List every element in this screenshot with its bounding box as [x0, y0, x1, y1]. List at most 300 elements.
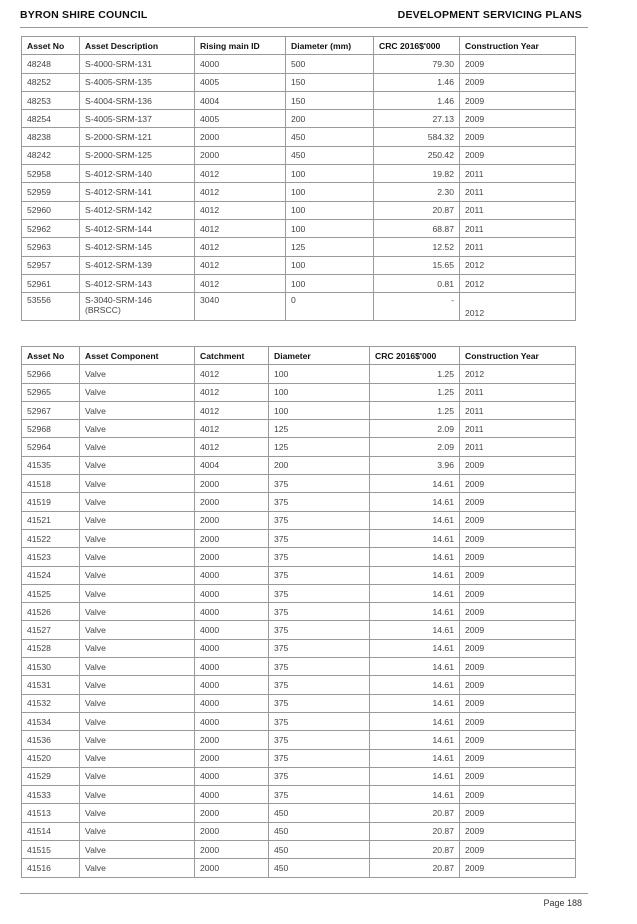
cell-asset-no: 41533	[22, 786, 80, 804]
cell-asset-no: 41526	[22, 603, 80, 621]
cell-description: Valve	[80, 749, 195, 767]
cell-col-3: 4005	[195, 110, 286, 128]
cell-construction-year: 2009	[460, 511, 576, 529]
cell-asset-no: 41528	[22, 639, 80, 657]
cell-col-3: 2000	[195, 822, 269, 840]
cell-asset-no: 52961	[22, 274, 80, 292]
cell-col-4: 200	[269, 456, 370, 474]
cell-col-3: 2000	[195, 749, 269, 767]
cell-col-4: 200	[286, 110, 374, 128]
table-row	[22, 767, 576, 785]
cell-asset-no: 41518	[22, 475, 80, 493]
cell-col-4: 100	[286, 165, 374, 183]
cell-construction-year: 2011	[460, 401, 576, 419]
table-row	[22, 841, 576, 859]
cell-description: Valve	[80, 603, 195, 621]
cell-description: Valve	[80, 822, 195, 840]
cell-construction-year: 2011	[460, 420, 576, 438]
table-row	[22, 548, 576, 566]
table-row	[22, 274, 576, 292]
column-header-description: Asset Component	[80, 347, 195, 365]
cell-construction-year: 2011	[460, 383, 576, 401]
cell-col-3: 2000	[195, 859, 269, 877]
table-row	[22, 91, 576, 109]
cell-crc: 3.96	[370, 456, 460, 474]
cell-description: S-2000-SRM-125	[80, 146, 195, 164]
table-row	[22, 55, 576, 73]
cell-description: S-4004-SRM-136	[80, 91, 195, 109]
column-header-construction-year: Construction Year	[460, 347, 576, 365]
cell-crc: 79.30	[374, 55, 460, 73]
document-title: DEVELOPMENT SERVICING PLANS	[397, 9, 582, 21]
table-row	[22, 584, 576, 602]
table-row	[22, 676, 576, 694]
cell-description: Valve	[80, 639, 195, 657]
table-row	[22, 566, 576, 584]
cell-asset-no: 52960	[22, 201, 80, 219]
cell-description: Valve	[80, 676, 195, 694]
cell-crc: 2.09	[370, 438, 460, 456]
cell-construction-year: 2012	[460, 293, 576, 321]
cell-col-3: 2000	[195, 475, 269, 493]
cell-col-3: 4000	[195, 694, 269, 712]
cell-construction-year: 2012	[460, 274, 576, 292]
cell-col-4: 375	[269, 548, 370, 566]
cell-description: Valve	[80, 712, 195, 730]
cell-asset-no: 41522	[22, 529, 80, 547]
cell-crc: 14.61	[370, 658, 460, 676]
cell-construction-year: 2009	[460, 146, 576, 164]
cell-description: S-4012-SRM-139	[80, 256, 195, 274]
cell-construction-year: 2009	[460, 493, 576, 511]
cell-col-4: 375	[269, 566, 370, 584]
cell-col-3: 4005	[195, 73, 286, 91]
footer-divider	[20, 893, 588, 894]
cell-crc: 20.87	[370, 804, 460, 822]
table-row	[22, 822, 576, 840]
cell-col-4: 375	[269, 749, 370, 767]
cell-col-3: 4000	[195, 676, 269, 694]
cell-crc: 20.87	[370, 841, 460, 859]
cell-col-3: 4012	[195, 274, 286, 292]
cell-col-3: 2000	[195, 841, 269, 859]
cell-description: Valve	[80, 694, 195, 712]
cell-col-4: 375	[269, 731, 370, 749]
cell-col-3: 4012	[195, 165, 286, 183]
cell-crc: -	[374, 293, 460, 321]
cell-crc: 14.61	[370, 493, 460, 511]
column-header-col-4: Diameter	[269, 347, 370, 365]
cell-col-4: 375	[269, 621, 370, 639]
cell-asset-no: 41527	[22, 621, 80, 639]
cell-description: S-2000-SRM-121	[80, 128, 195, 146]
cell-crc: 14.61	[370, 529, 460, 547]
table-row	[22, 128, 576, 146]
cell-construction-year: 2009	[460, 456, 576, 474]
cell-description: Valve	[80, 786, 195, 804]
cell-col-3: 4000	[195, 55, 286, 73]
council-name: BYRON SHIRE COUNCIL	[20, 9, 148, 21]
cell-description: Valve	[80, 420, 195, 438]
cell-crc: 15.65	[374, 256, 460, 274]
cell-col-4: 375	[269, 658, 370, 676]
cell-asset-no: 41519	[22, 493, 80, 511]
cell-col-3: 4012	[195, 365, 269, 383]
cell-col-3: 4012	[195, 201, 286, 219]
cell-construction-year: 2011	[460, 219, 576, 237]
cell-col-4: 450	[286, 128, 374, 146]
cell-col-3: 4000	[195, 639, 269, 657]
cell-construction-year: 2009	[460, 767, 576, 785]
cell-crc: 14.61	[370, 603, 460, 621]
cell-col-4: 125	[286, 238, 374, 256]
table-row	[22, 475, 576, 493]
table-row	[22, 694, 576, 712]
cell-asset-no: 41532	[22, 694, 80, 712]
rising-main-header-row	[22, 37, 576, 55]
cell-description: S-4012-SRM-142	[80, 201, 195, 219]
table-row	[22, 420, 576, 438]
cell-crc: 14.61	[370, 511, 460, 529]
cell-asset-no: 48238	[22, 128, 80, 146]
cell-col-3: 4012	[195, 238, 286, 256]
cell-description: Valve	[80, 548, 195, 566]
cell-col-4: 375	[269, 786, 370, 804]
cell-description: Valve	[80, 731, 195, 749]
cell-crc: 14.61	[370, 584, 460, 602]
cell-col-4: 375	[269, 475, 370, 493]
cell-construction-year: 2009	[460, 603, 576, 621]
cell-asset-no: 52966	[22, 365, 80, 383]
cell-description: S-4012-SRM-140	[80, 165, 195, 183]
cell-construction-year: 2009	[460, 548, 576, 566]
cell-description: Valve	[80, 767, 195, 785]
cell-asset-no: 41514	[22, 822, 80, 840]
cell-asset-no: 41520	[22, 749, 80, 767]
cell-asset-no: 41516	[22, 859, 80, 877]
cell-col-3: 4000	[195, 584, 269, 602]
table-row	[22, 712, 576, 730]
table-row	[22, 786, 576, 804]
cell-col-4: 450	[269, 804, 370, 822]
cell-crc: 14.61	[370, 566, 460, 584]
column-header-construction-year: Construction Year	[460, 37, 576, 55]
cell-asset-no: 41515	[22, 841, 80, 859]
cell-construction-year: 2011	[460, 238, 576, 256]
cell-asset-no: 48248	[22, 55, 80, 73]
cell-asset-no: 52968	[22, 420, 80, 438]
cell-col-3: 4012	[195, 256, 286, 274]
cell-description: Valve	[80, 401, 195, 419]
cell-description: S-4012-SRM-145	[80, 238, 195, 256]
cell-col-3: 4000	[195, 566, 269, 584]
table-row	[22, 639, 576, 657]
valve-table	[21, 346, 576, 878]
cell-col-4: 375	[269, 712, 370, 730]
cell-col-4: 100	[286, 219, 374, 237]
column-header-crc: CRC 2016$'000	[370, 347, 460, 365]
cell-crc: 14.61	[370, 712, 460, 730]
rising-main-last-row	[22, 293, 576, 321]
cell-col-3: 2000	[195, 128, 286, 146]
cell-construction-year: 2009	[460, 712, 576, 730]
cell-description: S-4012-SRM-143	[80, 274, 195, 292]
column-header-description: Asset Description	[80, 37, 195, 55]
cell-asset-no: 41521	[22, 511, 80, 529]
cell-construction-year: 2009	[460, 91, 576, 109]
cell-description: Valve	[80, 841, 195, 859]
cell-description: Valve	[80, 493, 195, 511]
cell-crc: 0.81	[374, 274, 460, 292]
cell-description: Valve	[80, 475, 195, 493]
table-row	[22, 201, 576, 219]
cell-col-4: 450	[269, 859, 370, 877]
cell-crc: 14.61	[370, 621, 460, 639]
cell-col-3: 2000	[195, 804, 269, 822]
cell-col-3: 4012	[195, 219, 286, 237]
cell-col-4: 125	[269, 420, 370, 438]
cell-col-4: 375	[269, 676, 370, 694]
cell-col-4: 100	[286, 183, 374, 201]
cell-crc: 14.61	[370, 731, 460, 749]
table-row	[22, 529, 576, 547]
rising-main-table	[21, 36, 576, 321]
cell-construction-year: 2009	[460, 639, 576, 657]
table-row	[22, 110, 576, 128]
cell-asset-no: 52964	[22, 438, 80, 456]
cell-asset-no: 48252	[22, 73, 80, 91]
cell-asset-no: 52963	[22, 238, 80, 256]
cell-crc: 14.61	[370, 786, 460, 804]
cell-construction-year: 2009	[460, 822, 576, 840]
cell-asset-no: 48253	[22, 91, 80, 109]
cell-col-3: 4012	[195, 183, 286, 201]
table-row	[22, 511, 576, 529]
cell-asset-no: 41529	[22, 767, 80, 785]
cell-construction-year: 2009	[460, 859, 576, 877]
cell-rising-main-id: 3040	[195, 293, 286, 321]
cell-description: Valve	[80, 584, 195, 602]
cell-crc: 14.61	[370, 475, 460, 493]
cell-col-4: 375	[269, 639, 370, 657]
cell-asset-no: 48254	[22, 110, 80, 128]
table-row	[22, 493, 576, 511]
cell-col-4: 375	[269, 493, 370, 511]
cell-description: Valve	[80, 511, 195, 529]
cell-construction-year: 2012	[460, 256, 576, 274]
cell-col-4: 100	[269, 365, 370, 383]
cell-asset-no: 41523	[22, 548, 80, 566]
cell-col-4: 500	[286, 55, 374, 73]
cell-asset-no: 52965	[22, 383, 80, 401]
cell-construction-year: 2011	[460, 438, 576, 456]
cell-col-4: 375	[269, 529, 370, 547]
cell-asset-no: 52962	[22, 219, 80, 237]
cell-description: S-4012-SRM-144	[80, 219, 195, 237]
cell-construction-year: 2011	[460, 165, 576, 183]
cell-col-3: 2000	[195, 529, 269, 547]
cell-asset-no: 53556	[22, 293, 80, 321]
cell-crc: 20.87	[370, 859, 460, 877]
cell-asset-no: 41530	[22, 658, 80, 676]
cell-col-3: 4012	[195, 383, 269, 401]
cell-construction-year: 2009	[460, 621, 576, 639]
cell-asset-no: 52957	[22, 256, 80, 274]
cell-col-3: 4000	[195, 603, 269, 621]
cell-crc: 14.61	[370, 676, 460, 694]
table-row	[22, 219, 576, 237]
cell-crc: 2.09	[370, 420, 460, 438]
table-row	[22, 383, 576, 401]
cell-col-3: 4012	[195, 420, 269, 438]
cell-description: S-4005-SRM-137	[80, 110, 195, 128]
cell-crc: 20.87	[374, 201, 460, 219]
cell-crc: 584.32	[374, 128, 460, 146]
cell-col-3: 4000	[195, 767, 269, 785]
column-header-asset-no: Asset No	[22, 37, 80, 55]
cell-construction-year: 2009	[460, 804, 576, 822]
cell-col-3: 2000	[195, 146, 286, 164]
cell-col-4: 150	[286, 91, 374, 109]
column-header-col-3: Rising main ID	[195, 37, 286, 55]
table-row	[22, 238, 576, 256]
table-row	[22, 804, 576, 822]
cell-col-4: 450	[269, 841, 370, 859]
cell-description: Valve	[80, 438, 195, 456]
cell-crc: 1.25	[370, 383, 460, 401]
cell-description: Valve	[80, 658, 195, 676]
cell-asset-no: 41536	[22, 731, 80, 749]
cell-crc: 14.61	[370, 548, 460, 566]
column-header-col-4: Diameter (mm)	[286, 37, 374, 55]
cell-col-4: 375	[269, 694, 370, 712]
cell-diameter: 0	[286, 293, 374, 321]
column-header-crc: CRC 2016$'000	[374, 37, 460, 55]
cell-col-3: 4000	[195, 621, 269, 639]
cell-asset-no: 48242	[22, 146, 80, 164]
cell-asset-no: 52967	[22, 401, 80, 419]
cell-asset-no: 41525	[22, 584, 80, 602]
cell-description: Valve	[80, 456, 195, 474]
cell-crc: 1.46	[374, 91, 460, 109]
cell-crc: 250.42	[374, 146, 460, 164]
table-row	[22, 621, 576, 639]
cell-col-3: 2000	[195, 731, 269, 749]
cell-asset-no: 41535	[22, 456, 80, 474]
cell-col-3: 2000	[195, 511, 269, 529]
header-divider	[20, 27, 588, 28]
cell-description: Valve	[80, 566, 195, 584]
cell-crc: 14.61	[370, 694, 460, 712]
cell-col-3: 4012	[195, 401, 269, 419]
table-row	[22, 438, 576, 456]
table-row	[22, 73, 576, 91]
cell-description: Valve	[80, 621, 195, 639]
cell-construction-year: 2009	[460, 584, 576, 602]
cell-construction-year: 2012	[460, 365, 576, 383]
cell-construction-year: 2009	[460, 676, 576, 694]
cell-construction-year: 2009	[460, 73, 576, 91]
table-row	[22, 731, 576, 749]
column-header-asset-no: Asset No	[22, 347, 80, 365]
cell-col-4: 375	[269, 511, 370, 529]
cell-crc: 1.25	[370, 365, 460, 383]
cell-asset-no: 41531	[22, 676, 80, 694]
table-row	[22, 749, 576, 767]
cell-construction-year: 2009	[460, 731, 576, 749]
cell-col-4: 100	[286, 201, 374, 219]
valve-header-row	[22, 347, 576, 365]
cell-description: Valve	[80, 365, 195, 383]
cell-crc: 27.13	[374, 110, 460, 128]
cell-col-4: 375	[269, 603, 370, 621]
cell-col-3: 4004	[195, 456, 269, 474]
cell-description: Valve	[80, 804, 195, 822]
cell-col-4: 450	[269, 822, 370, 840]
cell-crc: 2.30	[374, 183, 460, 201]
cell-construction-year: 2009	[460, 786, 576, 804]
cell-description: Valve	[80, 383, 195, 401]
cell-col-3: 4004	[195, 91, 286, 109]
cell-crc: 12.52	[374, 238, 460, 256]
cell-col-4: 100	[286, 274, 374, 292]
cell-construction-year: 2009	[460, 55, 576, 73]
cell-construction-year: 2011	[460, 201, 576, 219]
cell-col-4: 100	[269, 383, 370, 401]
cell-construction-year: 2009	[460, 841, 576, 859]
cell-crc: 19.82	[374, 165, 460, 183]
table-row	[22, 859, 576, 877]
cell-crc: 1.25	[370, 401, 460, 419]
cell-construction-year: 2009	[460, 749, 576, 767]
page-number: Page 188	[543, 898, 582, 908]
table-row	[22, 146, 576, 164]
cell-asset-no: 52958	[22, 165, 80, 183]
cell-description: S-4012-SRM-141	[80, 183, 195, 201]
cell-col-4: 100	[269, 401, 370, 419]
cell-col-3: 4000	[195, 712, 269, 730]
cell-description: S-4005-SRM-135	[80, 73, 195, 91]
cell-description: Valve	[80, 859, 195, 877]
cell-asset-no: 41524	[22, 566, 80, 584]
cell-crc: 14.61	[370, 639, 460, 657]
cell-crc: 14.61	[370, 749, 460, 767]
cell-col-3: 2000	[195, 548, 269, 566]
cell-construction-year: 2009	[460, 566, 576, 584]
cell-col-3: 2000	[195, 493, 269, 511]
cell-construction-year: 2009	[460, 475, 576, 493]
cell-col-4: 125	[269, 438, 370, 456]
table-row	[22, 401, 576, 419]
cell-col-3: 4000	[195, 658, 269, 676]
table-row	[22, 183, 576, 201]
cell-asset-no: 41534	[22, 712, 80, 730]
cell-col-4: 375	[269, 584, 370, 602]
cell-crc: 14.61	[370, 767, 460, 785]
cell-col-4: 100	[286, 256, 374, 274]
cell-crc: 1.46	[374, 73, 460, 91]
cell-construction-year: 2011	[460, 183, 576, 201]
table-row	[22, 365, 576, 383]
cell-crc: 68.87	[374, 219, 460, 237]
table-row	[22, 256, 576, 274]
cell-construction-year: 2009	[460, 128, 576, 146]
column-header-col-3: Catchment	[195, 347, 269, 365]
cell-construction-year: 2009	[460, 694, 576, 712]
cell-col-4: 150	[286, 73, 374, 91]
cell-col-4: 375	[269, 767, 370, 785]
cell-construction-year: 2009	[460, 110, 576, 128]
